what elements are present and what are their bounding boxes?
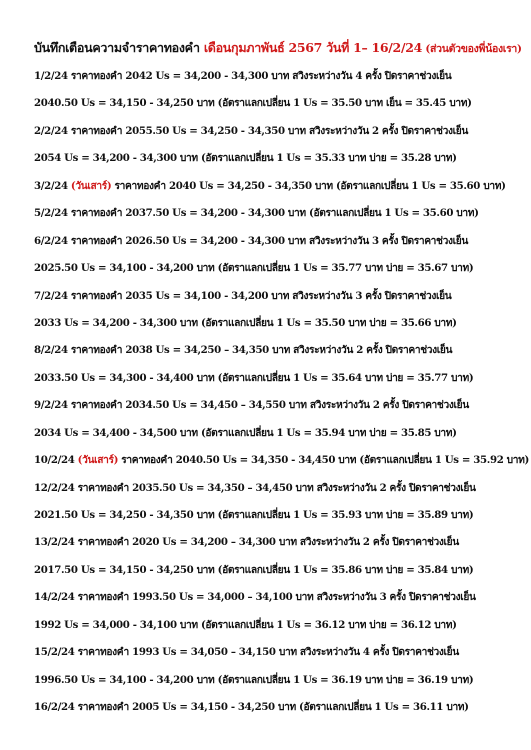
log-line: 10/2/24 (วันเสาร์) ราคาทองคำ 2040.50 Us = 34,350 - 34,450 บาท (อัตราแลกเปลี่ยน 1 Us = 35.92 บาท) xyxy=(34,454,529,467)
title-highlight: เดือนกุมภาพันธ์ 2567 วันที่ 1– 16/2/24 xyxy=(203,40,423,55)
day-note-highlight: (วันเสาร์) xyxy=(77,454,119,467)
log-line: 9/2/24 ราคาทองคำ 2034.50 Us = 34,450 – 34,550 บาท สวิงระหว่างวัน 2 ครั้ง ปิดราคาช่วงเย็น xyxy=(34,399,469,412)
log-line: 7/2/24 ราคาทองคำ 2035 Us = 34,100 - 34,200 บาท สวิงระหว่างวัน 3 ครั้ง ปิดราคาช่วงเย็น xyxy=(34,289,452,302)
log-line: 2033 Us = 34,200 - 34,300 บาท (อัตราแลกเปลี่ยน 1 Us = 35.50 บาท บ่าย = 35.66 บาท) xyxy=(34,316,457,329)
log-line: 2/2/24 ราคาทองคำ 2055.50 Us = 34,250 - 34,350 บาท สวิงระหว่างวัน 2 ครั้ง ปิดราคาช่วงเย็น xyxy=(34,124,468,137)
log-line: 6/2/24 ราคาทองคำ 2026.50 Us = 34,200 - 34,300 บาท สวิงระหว่างวัน 3 ครั้ง ปิดราคาช่วงเย็น xyxy=(34,234,468,247)
price-log xyxy=(34,68,531,727)
log-line: 2017.50 Us = 34,150 - 34,250 บาท (อัตราแลกเปลี่ยน 1 Us = 35.86 บาท บ่าย = 35.84 บาท) xyxy=(34,563,474,576)
document-title xyxy=(34,38,531,58)
log-line: 1996.50 Us = 34,100 - 34,200 บาท (อัตราแลกเปลี่ยน 1 Us = 36.19 บาท บ่าย = 36.19 บาท) xyxy=(34,673,474,686)
log-line: 8/2/24 ราคาทองคำ 2038 Us = 34,250 – 34,350 บาท สวิงระหว่างวัน 2 ครั้ง ปิดราคาช่วงเย็น xyxy=(34,344,453,357)
log-line: 2025.50 Us = 34,100 - 34,200 บาท (อัตราแลกเปลี่ยน 1 Us = 35.77 บาท บ่าย = 35.67 บาท) xyxy=(34,262,474,275)
day-note-highlight: (วันเสาร์) xyxy=(70,179,112,192)
log-line: 2033.50 Us = 34,300 - 34,400 บาท (อัตราแลกเปลี่ยน 1 Us = 35.64 บาท บ่าย = 35.77 บาท) xyxy=(34,371,474,384)
log-line: 1992 Us = 34,000 - 34,100 บาท (อัตราแลกเปลี่ยน 1 Us = 36.12 บาท บ่าย = 36.12 บาท) xyxy=(34,618,457,631)
title-prefix: บันทึกเตือนความจำราคาทองคำ xyxy=(34,40,204,55)
title-suffix: (ส่วนตัวของพี่น้องเรา) xyxy=(422,43,522,55)
log-line: 3/2/24 (วันเสาร์) ราคาทองคำ 2040 Us = 34,250 - 34,350 บาท (อัตราแลกเปลี่ยน 1 Us = 35.60 บาท) xyxy=(34,179,506,192)
log-line: 2040.50 Us = 34,150 - 34,250 บาท (อัตราแลกเปลี่ยน 1 Us = 35.50 บาท เย็น = 35.45 บาท) xyxy=(34,97,472,110)
log-line: 15/2/24 ราคาทองคำ 1993 Us = 34,050 – 34,150 บาท สวิงระหว่างวัน 4 ครั้ง ปิดราคาช่วงเย็น xyxy=(34,646,459,659)
log-line: 13/2/24 ราคาทองคำ 2020 Us = 34,200 – 34,300 บาท สวิงระหว่างวัน 2 ครั้ง ปิดราคาช่วงเย็น xyxy=(34,536,459,549)
log-line: 5/2/24 ราคาทองคำ 2037.50 Us = 34,200 - 34,300 บาท (อัตราแลกเปลี่ยน 1 Us = 35.60 บาท) xyxy=(34,207,479,220)
log-line: 2054 Us = 34,200 - 34,300 บาท (อัตราแลกเปลี่ยน 1 Us = 35.33 บาท บ่าย = 35.28 บาท) xyxy=(34,152,457,165)
log-line: 2021.50 Us = 34,250 - 34,350 บาท (อัตราแลกเปลี่ยน 1 Us = 35.93 บาท บ่าย = 35.89 บาท) xyxy=(34,509,474,521)
log-line: 1/2/24 ราคาทองคำ 2042 Us = 34,200 - 34,300 บาท สวิงระหว่างวัน 4 ครั้ง ปิดราคาช่วงเย็น xyxy=(34,70,452,82)
log-line: 2034 Us = 34,400 - 34,500 บาท (อัตราแลกเปลี่ยน 1 Us = 35.94 บาท บ่าย = 35.85 บาท) xyxy=(34,426,457,439)
log-line: 12/2/24 ราคาทองคำ 2035.50 Us = 34,350 – 34,450 บาท สวิงระหว่างวัน 2 ครั้ง ปิดราคาช่วงเย็น xyxy=(34,481,476,494)
log-line: 14/2/24 ราคาทองคำ 1993.50 Us = 34,000 – 34,100 บาท สวิงระหว่างวัน 3 ครั้ง ปิดราคาช่วงเย็น xyxy=(34,591,476,604)
log-line: 16/2/24 ราคาทองคำ 2005 Us = 34,150 - 34,250 บาท (อัตราแลกเปลี่ยน 1 Us = 36.11 บาท) xyxy=(34,701,469,714)
